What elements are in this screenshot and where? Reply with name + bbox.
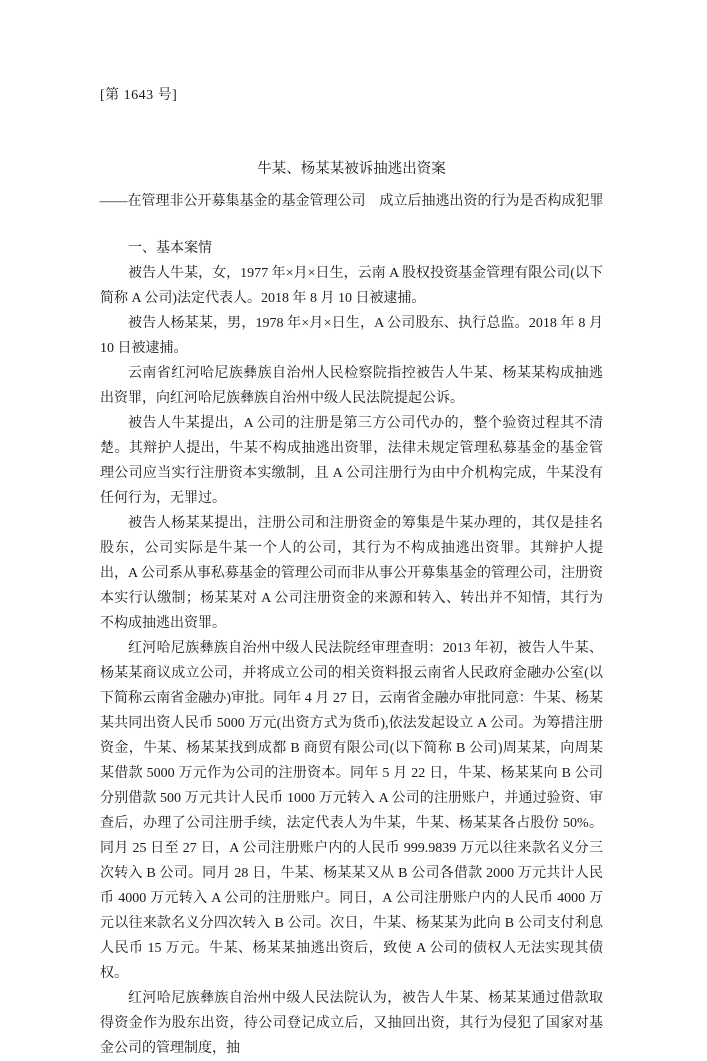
body-paragraph: 红河哈尼族彝族自治州中级人民法院经审理查明：2013 年初，被告人牛某、杨某某商议成立公司，并将成立公司的相关资料报云南省人民政府金融办公室(以下简称云南省金融办)审批。同年 4 月 27 日，云南省金融办审批同意：牛某、杨某某共同出资人民币 5000 万元(出资方式为货币),依法发起设立 A 公司。为筹措注册资金，牛某、杨某某找到成都 B 商贸有限公司(以下简称 B 公司)周某某，向周某某借款 5000 万元作为公司的注册资本。同年 5 月 22 日，牛某、杨某某向 B 公司分别借款 500 万元共计人民币 1000 万元转入 A 公司的注册账户，并通过验资、审查后，办理了公司注册手续，法定代表人为牛某，牛某、杨某某各占股份 50%。同月 25 日至 27 日，A 公司注册账户内的人民币 999.9839 万元以往来款名义分三次转入 B 公司。同月 28 日，牛某、杨某某又从 B 公司各借款 2000 万元共计人民币 4000 万元转入 A 公司的注册账户。同日，A 公司注册账户内的人民币 4000 万元以往来款名义分四次转入 B 公司。次日，牛某、杨某某为此向 B 公司支付利息人民币 15 万元。牛某、杨某某抽逃出资后，致使 A 公司的债权人无法实现其债权。 (100, 641, 603, 981)
document-subtitle: ——在管理非公开募集基金的基金管理公司 成立后抽逃出资的行为是否构成犯罪 (99, 194, 604, 209)
document-body (100, 236, 603, 1061)
case-number: [第 1643 号] (100, 88, 178, 103)
body-paragraph: 被告人杨某某，男，1978 年×月×日生，A 公司股东、执行总监。2018 年 8 月 10 日被逮捕。 (100, 316, 603, 356)
body-paragraph: 红河哈尼族彝族自治州中级人民法院认为，被告人牛某、杨某某通过借款取得资金作为股东出资，待公司登记成立后，又抽回出资，其行为侵犯了国家对基金公司的管理制度，抽 (100, 991, 603, 1056)
body-paragraph: 被告人杨某某提出，注册公司和注册资金的筹集是牛某办理的，其仅是挂名股东，公司实际是牛某一个人的公司，其行为不构成抽逃出资罪。其辩护人提出，A 公司系从事私募基金的管理公司而非从事公开募集基金的管理公司，注册资本实行认缴制；杨某某对 A 公司注册资金的来源和转入、转出并不知情，其行为不构成抽逃出资罪。 (100, 516, 603, 631)
document-title: 牛某、杨某某被诉抽逃出资案 (257, 161, 446, 177)
body-paragraph: 云南省红河哈尼族彝族自治州人民检察院指控被告人牛某、杨某某构成抽逃出资罪，向红河哈尼族彝族自治州中级人民法院提起公诉。 (100, 366, 603, 406)
body-paragraph: 被告人牛某，女，1977 年×月×日生，云南 A 股权投资基金管理有限公司(以下简称 A 公司)法定代表人。2018 年 8 月 10 日被逮捕。 (100, 266, 603, 306)
body-paragraph: 被告人牛某提出，A 公司的注册是第三方公司代办的，整个验资过程其不清楚。其辩护人提出，牛某不构成抽逃出资罪，法律未规定管理私募基金的基金管理公司应当实行注册资本实缴制，且 A 公司注册行为由中介机构完成，牛某没有任何行为，无罪过。 (100, 416, 603, 506)
section-heading-basic-facts: 一、基本案情 (128, 241, 212, 256)
